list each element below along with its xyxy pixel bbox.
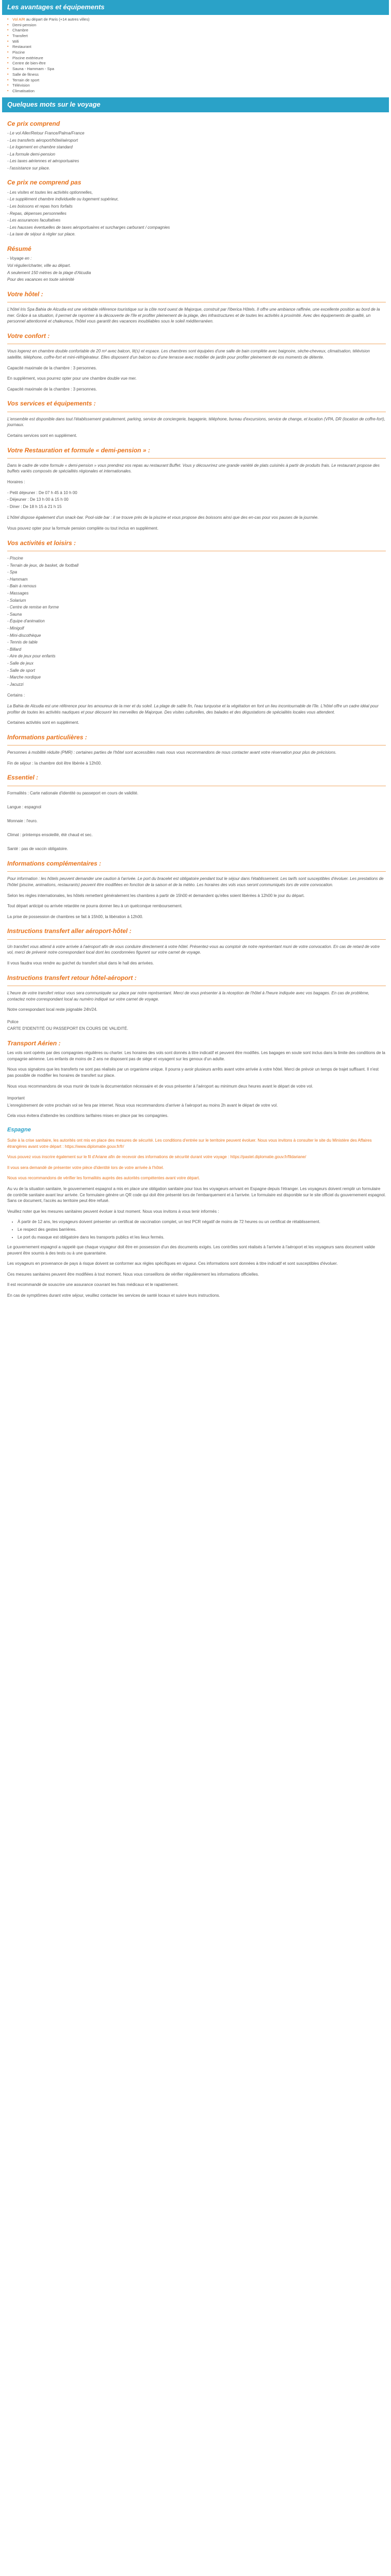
divider [7, 871, 386, 872]
police-title: Police [7, 1019, 19, 1024]
spain-text-4: Nous vous recommandons de vérifier les formalités auprès des autorités compétentes avant votre départ. [7, 1176, 200, 1181]
text-line: - Piscine [7, 556, 23, 561]
summary-title: Résumé [7, 245, 31, 253]
text-line: Santé : pas de vaccin obligatoire. [7, 846, 68, 852]
advantage-item [7, 89, 391, 94]
text-line: - Petit déjeuner : De 07 h 45 à 10 h 00 [7, 490, 77, 495]
covid-text-4: Les voyageurs en provenance de pays à risque doivent se conformer aux règles spécifiques en vigueur. Ces informations sont données à titre indicatif et sont susceptibles d'évoluer. [7, 1261, 338, 1266]
text-line: - Repas, dépenses personnelles [7, 211, 67, 216]
text-line [7, 811, 386, 817]
text-line [7, 797, 386, 803]
text-line: - Salle de jeux [7, 660, 34, 666]
summary-list [7, 256, 386, 282]
text-line: - Diner : De 18 h 15 à 21 h 15 [7, 504, 62, 509]
text-line: Vol régulier/charter, ville au départ. [7, 263, 71, 268]
room-description: Vous logerez en chambre double confortable de 20 m² avec balcon, lit(s) et espace. Les chambres sont équipées d'une salle de bain complète avec baignoire, sèche-cheveux, climatisation, télévision satellite, téléphone, coffre-fort et mini-réfrigérateur. Elles disposent d'un balcon ou d'une terrasse avec mobilier de jardin pour profiter pleinement de vos moments de détente. [7, 349, 370, 360]
text-line: - Les taxes aériennes et aéroportuaires [7, 159, 79, 164]
details-content [0, 120, 391, 1299]
advantage-item [7, 78, 391, 83]
text-line: - Marche nordique [7, 675, 41, 680]
activities-description: La Bahia de Alcudia est une référence pour les amoureux de la mer et du soleil. La plage de sable fin, l'eau turquoise et la végétation en font un lieu incontournable de l'île. L'hôtel offre un cadre idéal pour profiter de toutes les activités nautiques et pour découvrir les merveilles de Majorque. Des visites culturelles, des balades et des dégustations de spécialités locales vous attendent. [7, 703, 379, 715]
text-line: - Minigolf [7, 625, 24, 631]
list-item: • À partir de 12 ans, les voyageurs doivent présenter un certificat de vaccination complet, un test PCR négatif de moins de 72 heures ou un certificat de rétablissement. [18, 1219, 386, 1225]
text-line: Monnaie : l'euro. [7, 819, 38, 824]
text-line: - Solarium [7, 598, 26, 603]
important-title: Important [7, 1096, 25, 1101]
advantage-item [7, 56, 391, 61]
police-text: CARTE D'IDENTITÉ OU PASSEPORT EN COURS DE VALIDITÉ. [7, 1026, 128, 1031]
transport-text-2: Nous vous signalons que les transferts ne sont pas réalisés par un organisme unique. Il pourra y avoir plusieurs arrêts avant votre arrivée à votre hôtel. Merci de prévoir un temps de trajet suffisant. Il n'est pas possible de modifier les horaires de transfert sur place. [7, 1067, 379, 1078]
activities-caption: Certains : [7, 693, 25, 698]
text-line: - La formule demi-pension [7, 151, 55, 157]
included-title: Ce prix comprend [7, 120, 60, 127]
text-line: - Équipe d'animation [7, 619, 45, 624]
schedule-title: Horaires : [7, 480, 25, 485]
advantage-text: Restaurant [12, 44, 31, 49]
food-description-3: Vous pouvez opter pour la formule pension complète ou tout inclus en supplément. [7, 526, 159, 531]
info-description: Personnes à mobilité réduite (PMR) : certaines parties de l'hôtel sont accessibles mais nous vous recommandons de nous contacter avant votre réservation pour plus de précisions. [7, 750, 337, 755]
text-line: - Salle de sport [7, 668, 35, 673]
excluded-list [7, 190, 386, 238]
advantages-header: Les avantages et équipements [2, 0, 389, 15]
room-capacity: Capacité maximale de la chambre : 3 personnes. [7, 365, 97, 370]
transfer-arrival-text: Un transfert vous attend à votre arrivée à l'aéroport afin de vous conduire directement à votre hôtel. Présentez-vous au comptoir de notre représentant muni de votre convocation. En cas de retard de votre vol, merci de prévenir notre correspondant local dont les coordonnées figurent sur votre carnet de voyage. [7, 944, 380, 955]
services-description: L'ensemble est disponible dans tout l'établissement gratuitement, parking, service de conciergerie, bagagerie, téléphone, bureau d'excursions, service de change, et location (VPA, DR (location de coffre-fort), journaux. [7, 416, 385, 428]
spain-text: Suite à la crise sanitaire, les autorités ont mis en place des mesures de sécurité. Les conditions d'entrée sur le territoire peuvent évoluer. Nous vous invitons à consulter le site du Ministère des Affaires étrangères avant votre départ : https://www.diplomatie.gouv.fr/fr/ [7, 1138, 372, 1149]
advantage-item [7, 50, 391, 56]
spain-title: Espagne [7, 1127, 31, 1133]
advantage-text: Télévision [12, 83, 30, 88]
advantage-text: Demi-pension [12, 22, 37, 27]
transfer-arrival-text-2: Il vous faudra vous rendre au guichet du transfert situé dans le hall des arrivées. [7, 960, 154, 965]
text-line: - Le vol Aller/Retour France/Palma/France [7, 130, 85, 135]
room-capacity-2: Capacité maximale de la chambre : 3 personnes. [7, 386, 97, 392]
room-title: Votre confort : [7, 332, 50, 340]
advantage-text: Wifi [12, 39, 19, 44]
advantage-item [7, 33, 391, 39]
text-line: - Billard [7, 647, 22, 652]
transfer-departure-text: L'heure de votre transfert retour vous sera communiquée sur place par notre représentant. Merci de vous présenter à la réception de l'hôtel à l'heure indiquée avec vos bagages. En cas de problème, contactez notre correspondant local au numéro indiqué sur votre carnet de voyage. [7, 990, 369, 1002]
more-info-text-2: Selon les règles internationales, les hôtels remettent généralement les chambres à partir de 15h00 et demandent qu'elles soient libérées à 12h00 le jour du départ. [7, 893, 305, 898]
advantage-text: Salle de fitness [12, 72, 39, 77]
text-line [7, 825, 386, 832]
text-line: - Les assurances facultatives [7, 218, 61, 223]
food-title: Votre Restauration et formule « demi-pension » : [7, 446, 150, 454]
covid-text-3: Le gouvernement espagnol a rappelé que chaque voyageur doit être en possession d'un des documents exigés. Les contrôles sont réalisés à l'arrivée à l'aéroport et les voyageurs sans document valide peuvent être soumis à des tests ou à une quarantaine. [7, 1245, 376, 1256]
food-description-2: L'hôtel dispose également d'un snack-bar. Pool-side bar : il se trouve près de la piscine et vous propose des boissons ainsi que des en-cas pour vos pauses de la journée. [7, 515, 319, 520]
advantage-item [7, 66, 391, 72]
info-note: Fin de séjour : la chambre doit être libérée à 12h00. [7, 760, 102, 766]
activities-note: Certaines activités sont en supplément. [7, 720, 79, 725]
advantage-text: Piscine extérieure [12, 55, 43, 60]
info-title: Informations particulières : [7, 733, 87, 741]
text-line: - Terrain de jeux, de basket, de football [7, 563, 79, 568]
more-info-text: Pour information : les hôtels peuvent demander une caution à l'arrivée. Le port du bracelet est obligatoire pendant tout le séjour dans l'établissement. Les tarifs sont susceptibles d'évoluer. Les prestations de l'hôtel (piscine, animations, restaurants) peuvent être modifiées en fonction de la saison et de la météo. Les horaires des vols vous seront communiqués lors de votre convocation. [7, 876, 384, 887]
text-line: - Hammam [7, 577, 28, 582]
services-note: Certains services sont en supplément. [7, 433, 77, 438]
room-supplement: En supplément, vous pourrez opter pour une chambre double vue mer. [7, 376, 137, 381]
advantage-prefix: Vol A/R [12, 16, 25, 22]
more-info-text-3: Tout départ anticipé ou arrivée retardée ne pourra donner lieu à un quelconque remboursement. [7, 904, 183, 909]
schedule-list [7, 490, 386, 510]
advantage-text: Climatisation [12, 88, 35, 93]
advantage-item [7, 17, 391, 23]
advantage-item [7, 83, 391, 89]
transfer-departure-title: Instructions transfert retour hôtel-aéroport : [7, 974, 137, 981]
food-description: Dans le cadre de votre formule « demi-pension » vous prendrez vos repas au restaurant Buffet. Vous y découvrirez une grande variété de plats cuisinés à partir de produits frais. Le restaurant propose des buffets variés composés de spécialités régionales et internationales. [7, 463, 380, 474]
covid-text-2: Veuillez noter que les mesures sanitaires peuvent évoluer à tout moment. Nous vous invitons à vous tenir informés : [7, 1209, 219, 1214]
advantage-item [7, 44, 391, 50]
advantage-text: au départ de Paris (+14 autres villes) [25, 16, 90, 22]
covid-list [18, 1219, 386, 1240]
advantage-item [7, 61, 391, 66]
hotel-description: L'hôtel Iris Spa Bahia de Alcudia est une véritable référence touristique sur la côte nord ouest de Majorque, construit par l'Iberica Hôtels. Il offre une ambiance raffinée, une excellente position au bord de la mer. Grâce à sa situation, il permet de rayonner à la découverte de l'île et profiter pleinement de la plage, des infrastructures et de toutes les activités à proximité. Avec des équipements de qualité, un personnel attentionné et chaleureux, l'hôtel vous garantit des vacances inoubliables sous le soleil méditerranéen. [7, 307, 380, 324]
spain-text-2: Vous pouvez vous inscrire également sur le fil d'Ariane afin de recevoir des informations de sécurité durant votre voyage : https://pastel.diplomatie.gouv.fr/fildariane/ [7, 1155, 306, 1160]
important-text-2: Cela vous évitera d'attendre les conditions tarifaires mises en place par les compagnies. [7, 1113, 169, 1118]
included-list [7, 130, 386, 172]
text-line: - Sauna [7, 612, 22, 617]
advantage-text: Terrain de sport [12, 77, 40, 82]
advantage-text: Piscine [12, 50, 25, 55]
transport-text: Les vols sont opérés par des compagnies régulières ou charter. Les horaires des vols sont donnés à titre indicatif et peuvent être modifiés. Les bagages en soute sont inclus dans la limite des conditions de la compagnie aérienne. Les enfants de moins de 2 ans ne disposent pas de siège et voyagent sur les genoux d'un adulte. [7, 1050, 385, 1061]
text-line: - Centre de remise en forme [7, 605, 59, 610]
transfer-departure-text-2: Notre correspondant local reste joignable 24h/24. [7, 1007, 97, 1012]
text-line: - l'assistance sur place. [7, 165, 50, 171]
text-line: - Spa [7, 570, 18, 575]
text-line: - Bain à remous [7, 584, 37, 589]
hotel-title: Votre hôtel : [7, 290, 43, 298]
divider [7, 458, 386, 459]
advantage-text: Sauna - Hammam - Spa [12, 66, 54, 72]
text-line: - Les boissons et repas hors forfaits [7, 204, 73, 209]
advantage-item [7, 28, 391, 33]
advantage-text: Transfert [12, 33, 28, 38]
divider [7, 939, 386, 940]
text-line: - Déjeuner : De 13 h 00 à 15 h 00 [7, 497, 69, 502]
services-title: Vos services et équipements : [7, 400, 96, 408]
advantage-text: Centre de bien-être [12, 61, 46, 66]
text-line: A seulement 150 mètres de la plage d'Alcudia [7, 270, 91, 275]
covid-text: Au vu de la situation sanitaire, le gouvernement espagnol a mis en place une obligation sanitaire pour tous les voyageurs arrivant en Espagne depuis l'étranger. Les voyageurs doivent remplir un formulaire de contrôle sanitaire avant leur arrivée. Ce formulaire génère un QR code qui doit être présenté lors de l'embarquement et à l'arrivée. Le formulaire est disponible sur le site officiel du gouvernement espagnol. Sans ce document, l'accès au territoire peut être refusé. [7, 1186, 386, 1204]
advantages-list [2, 17, 391, 94]
text-line: - Le logement en chambre standard [7, 145, 73, 150]
essential-title: Essentiel : [7, 774, 39, 782]
essential-list [7, 790, 386, 852]
list-item: • Le respect des gestes barrières. [18, 1227, 386, 1233]
text-line [7, 839, 386, 845]
text-line: - Les visites et toutes les activités optionnelles, [7, 190, 93, 195]
transport-text-3: Nous vous recommandons de vous munir de toute la documentation nécessaire et de vous présenter à l'aéroport au minimum deux heures avant le départ de votre vol. [7, 1083, 313, 1089]
advantage-item [7, 39, 391, 45]
activities-title: Vos activités et loisirs : [7, 539, 76, 547]
transfer-arrival-title: Instructions transfert aller aéroport-hôtel : [7, 927, 132, 935]
text-line: Pour des vacances en toute sérénité [7, 277, 74, 282]
text-line: - La taxe de séjour à régler sur place. [7, 232, 76, 237]
text-line: - Mini-discothèque [7, 633, 41, 638]
text-line: - Les hausses éventuelles de taxes aéroportuaires et surcharges carburant / compagnies [7, 225, 170, 230]
more-info-text-4: La prise de possession de chambres se fait à 15h00, la libération à 12h00. [7, 914, 143, 919]
text-line: - Aire de jeux pour enfants [7, 654, 56, 659]
text-line: Langue : espagnol [7, 804, 41, 809]
important-text: L'enregistrement de votre prochain vol se fera par internet. Nous vous recommandons d'arriver à l'aéroport au moins 2h avant le départ de votre vol. [7, 1103, 278, 1108]
text-line: Formalités : Carte nationale d'identité ou passeport en cours de validité. [7, 790, 139, 795]
text-line: - Les transferts aéroport/hôtel/aéroport [7, 138, 78, 143]
text-line: - Tennis de table [7, 640, 38, 645]
text-line: - Jacuzzi [7, 682, 24, 687]
covid-text-5: Ces mesures sanitaires peuvent être modifiées à tout moment. Nous vous conseillons de vérifier régulièrement les informations officielles. [7, 1272, 259, 1277]
activities-list [7, 555, 386, 687]
text-line: - Le supplément chambre individuelle ou logement supérieur, [7, 197, 119, 202]
advantage-item [7, 23, 391, 28]
transport-title: Transport Aérien : [7, 1039, 61, 1047]
advantage-text: Chambre [12, 28, 28, 33]
excluded-title: Ce prix ne comprend pas [7, 179, 82, 187]
covid-text-7: En cas de symptômes durant votre séjour, veuillez contacter les services de santé locaux et suivre leurs instructions. [7, 1293, 220, 1298]
list-item: • Le port du masque est obligatoire dans les transports publics et les lieux fermés. [18, 1234, 386, 1241]
more-info-title: Informations complémentaires : [7, 860, 102, 867]
covid-text-6: Il est recommandé de souscrire une assurance couvrant les frais médicaux et le rapatriement. [7, 1282, 179, 1287]
details-header: Quelques mots sur le voyage [2, 97, 389, 112]
text-line: - Massages [7, 591, 29, 596]
spain-text-3: Il vous sera demandé de présenter votre pièce d'identité lors de votre arrivée à l'hôtel. [7, 1165, 164, 1170]
advantage-item [7, 72, 391, 78]
text-line: Climat : printemps ensoleillé, été chaud et sec. [7, 833, 93, 838]
text-line: - Voyage en : [7, 256, 32, 261]
